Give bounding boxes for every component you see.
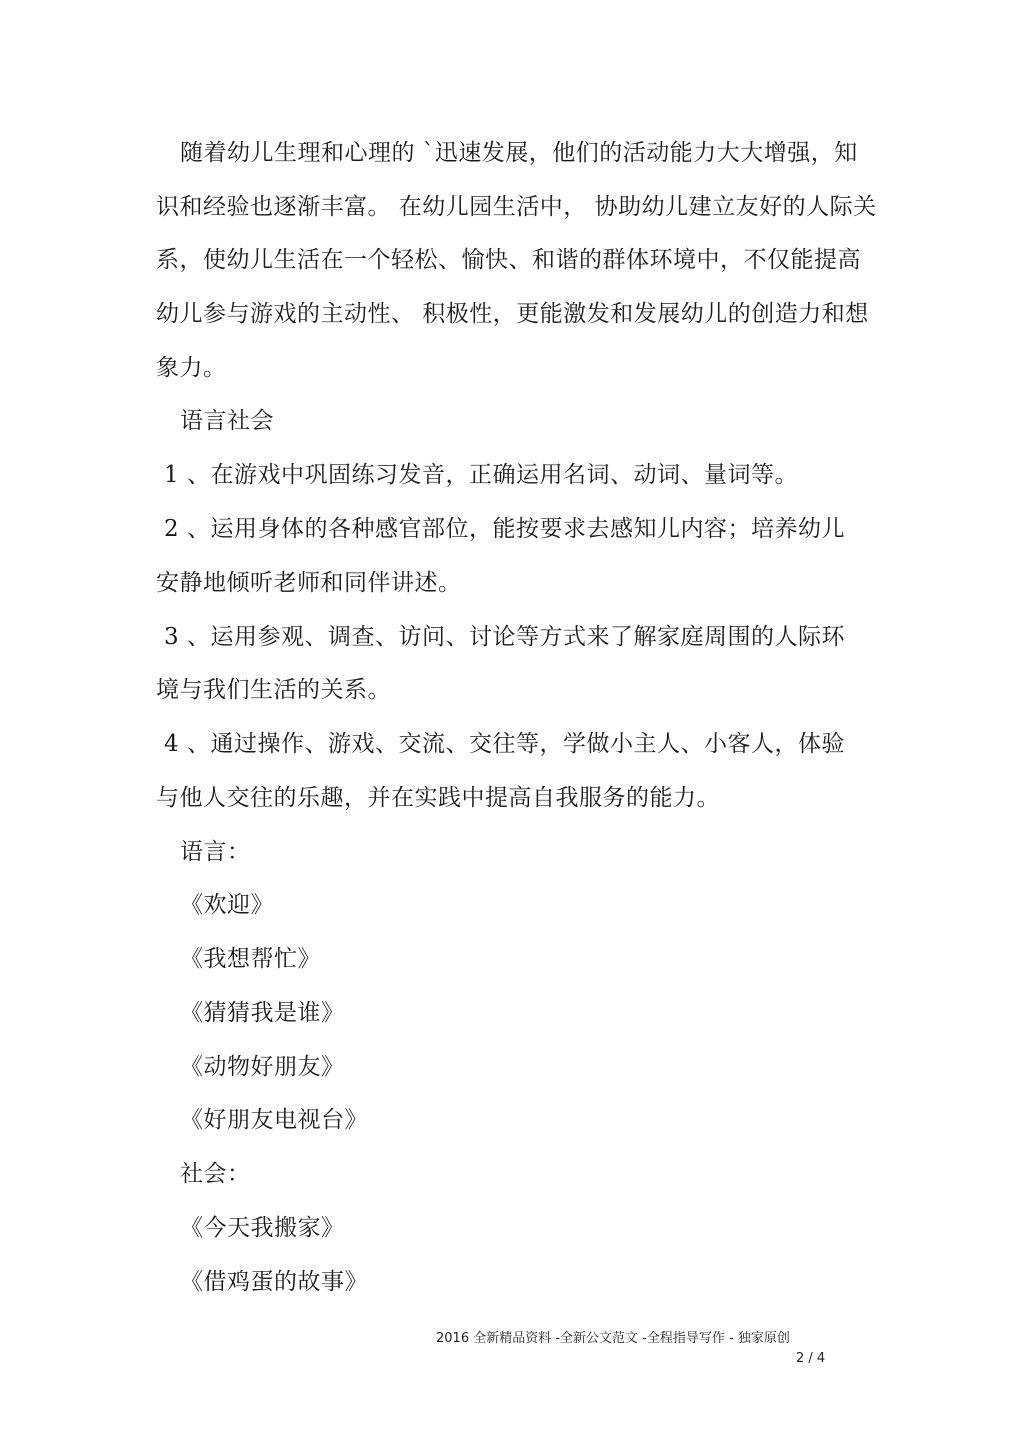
intro-line-4: 幼儿参与游戏的主动性、 积极性，更能激发和发展幼儿的创造力和想: [156, 301, 869, 327]
section-title: 语言社会: [180, 408, 274, 434]
language-item-3: 《猜猜我是谁》: [180, 1000, 345, 1026]
page-number: 2 / 4: [796, 1351, 826, 1366]
society-item-1: 《今天我搬家》: [180, 1215, 345, 1241]
intro-line-2: 识和经验也逐渐丰富。 在幼儿园生活中， 协助幼儿建立友好的人际关: [156, 194, 877, 220]
intro-line-5: 象力。: [156, 355, 227, 381]
goal-1-line-1: 1 、在游戏中巩固练习发音，正确运用名词、动词、量词等。: [164, 462, 798, 488]
goal-2-line-1: 2 、运用身体的各种感官部位，能按要求去感知儿内容；培养幼儿: [164, 516, 845, 542]
language-label: 语言：: [180, 839, 251, 865]
society-label: 社会：: [180, 1161, 251, 1187]
footer-tagline: 2016 全新精品资料 -全新公文范文 -全程指导写作 - 独家原创: [436, 1331, 790, 1346]
language-item-4: 《动物好朋友》: [180, 1054, 345, 1080]
goal-4-line-1: 4 、通过操作、游戏、交流、交往等，学做小主人、小客人，体验: [164, 731, 845, 757]
intro-line-3: 系，使幼儿生活在一个轻松、愉快、和谐的群体环境中，不仅能提高: [156, 247, 861, 273]
goal-4-line-2: 与他人交往的乐趣，并在实践中提高自我服务的能力。: [156, 785, 720, 811]
language-item-1: 《欢迎》: [180, 892, 274, 918]
intro-line-1: 随着幼儿生理和心理的 `迅速发展，他们的活动能力大大增强，知: [180, 140, 858, 166]
goal-2-line-2: 安静地倾听老师和同伴讲述。: [156, 570, 462, 596]
goal-3-line-1: 3 、运用参观、调查、访问、讨论等方式来了解家庭周围的人际环: [164, 624, 845, 650]
society-item-2: 《借鸡蛋的故事》: [180, 1269, 368, 1295]
language-item-2: 《我想帮忙》: [180, 946, 321, 972]
goal-3-line-2: 境与我们生活的关系。: [156, 677, 391, 703]
language-item-5: 《好朋友电视台》: [180, 1107, 368, 1133]
